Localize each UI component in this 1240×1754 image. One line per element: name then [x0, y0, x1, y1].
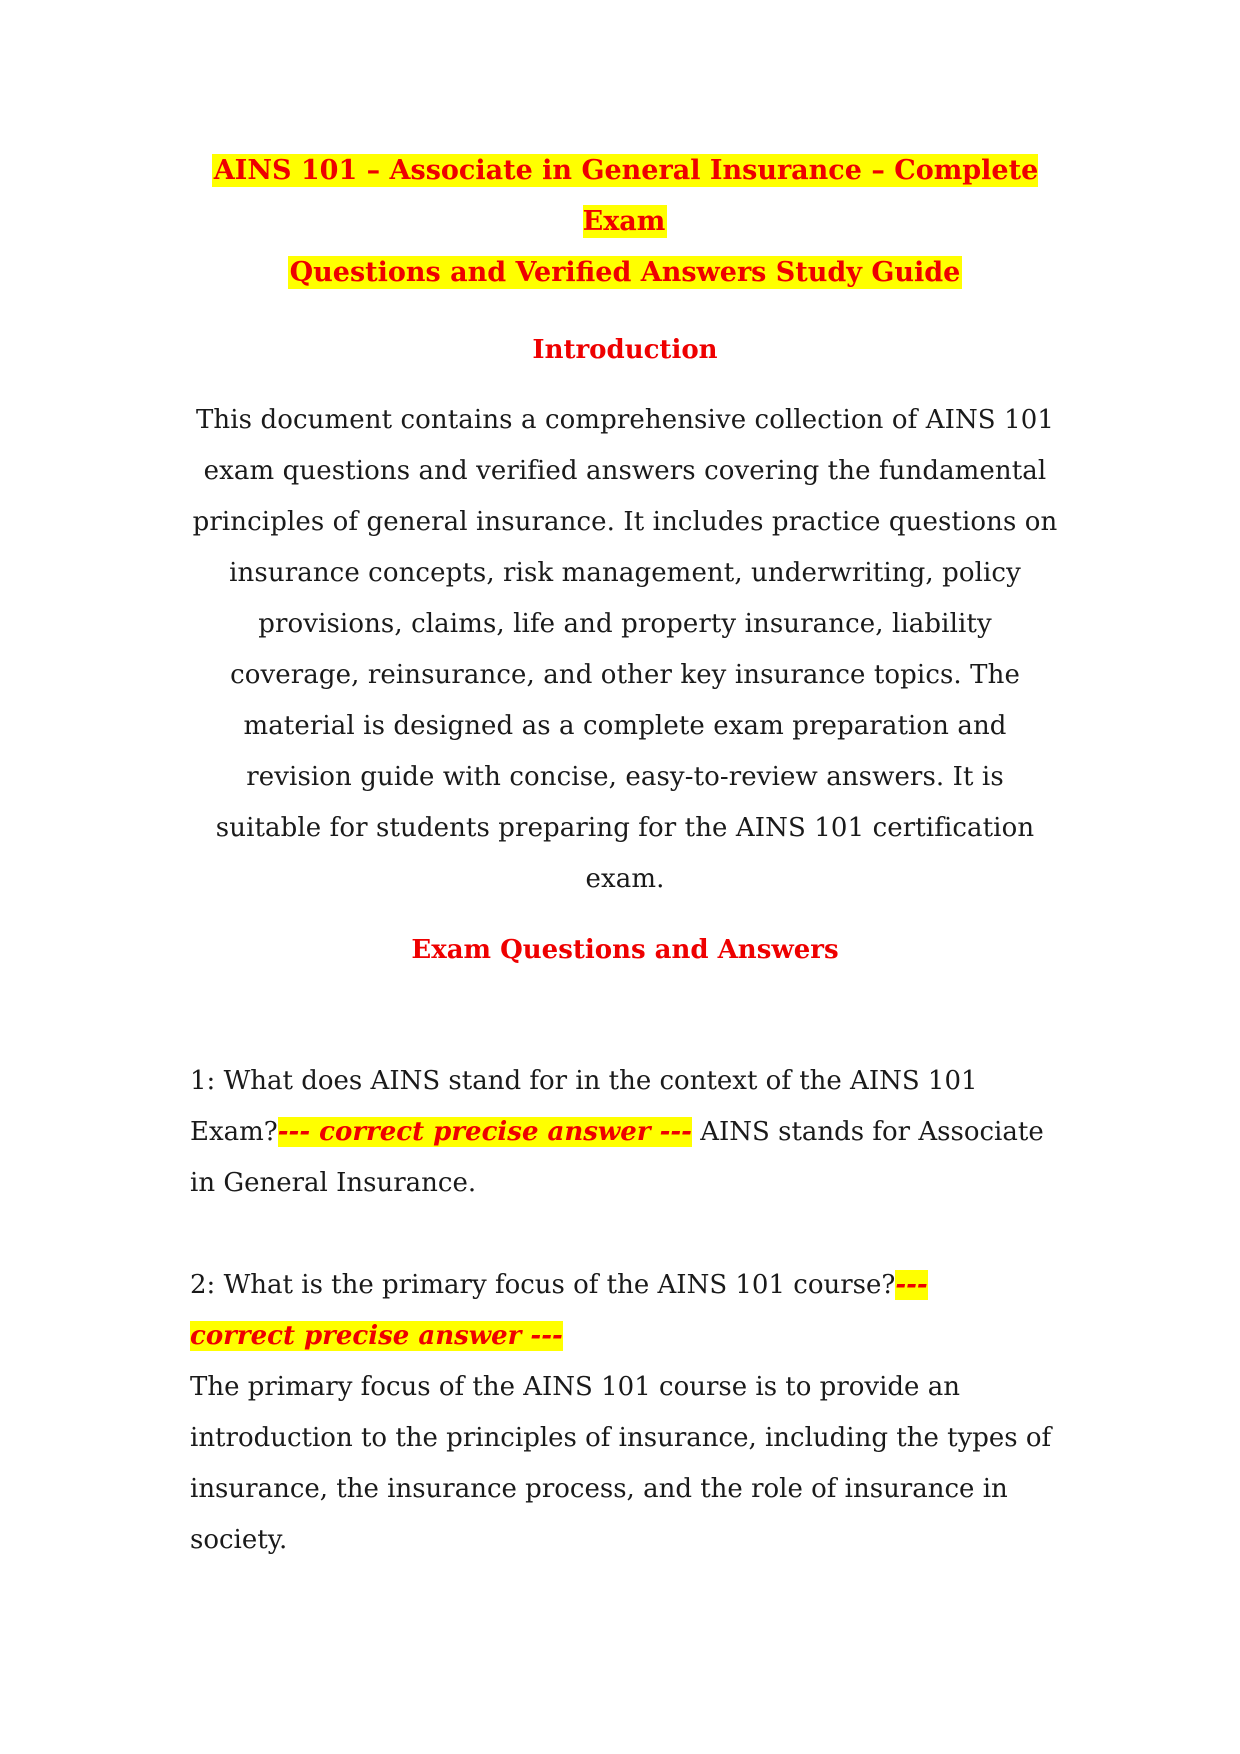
question-text: 1: What does AINS stand for in the context of the AINS 101 Exam?	[190, 1066, 978, 1147]
answer-marker: correct precise answer ---	[190, 1321, 563, 1351]
intro-paragraph: This document contains a comprehensive collection of AINS 101 exam questions and verified answers covering the fundamental principles of general insurance. It includes practice questions on insurance concepts, risk management, underwriting, policy provisions, claims, life and property insurance, liability coverage, reinsurance, and other key insurance topics. The material is designed as a complete exam preparation and revision guide with concise, easy-to-review answers. It is suitable for students preparing for the AINS 101 certification exam.	[192, 405, 1058, 894]
question-item	[190, 1056, 1060, 1209]
question-item	[190, 1260, 1060, 1566]
document-title	[190, 145, 1060, 298]
intro-heading: Introduction	[532, 335, 718, 365]
answer-marker: --- correct precise answer ---	[277, 1117, 692, 1147]
answer-text: The primary focus of the AINS 101 course is to provide an introduction to the principles of insurance, including the types of insurance, the insurance process, and the role of insurance in society.	[190, 1372, 1052, 1555]
exam-questions-heading: Exam Questions and Answers	[411, 935, 839, 965]
title-line-1: AINS 101 – Associate in General Insurance – Complete Exam	[213, 155, 1039, 237]
answer-text: AINS stands for Associate in General Insurance.	[190, 1117, 1044, 1198]
answer-marker: ---	[895, 1270, 928, 1300]
question-text: 2: What is the primary focus of the AINS 101 course?	[190, 1270, 896, 1300]
title-line-2: Questions and Verified Answers Study Guide	[289, 257, 961, 288]
page-content	[190, 145, 1060, 1566]
